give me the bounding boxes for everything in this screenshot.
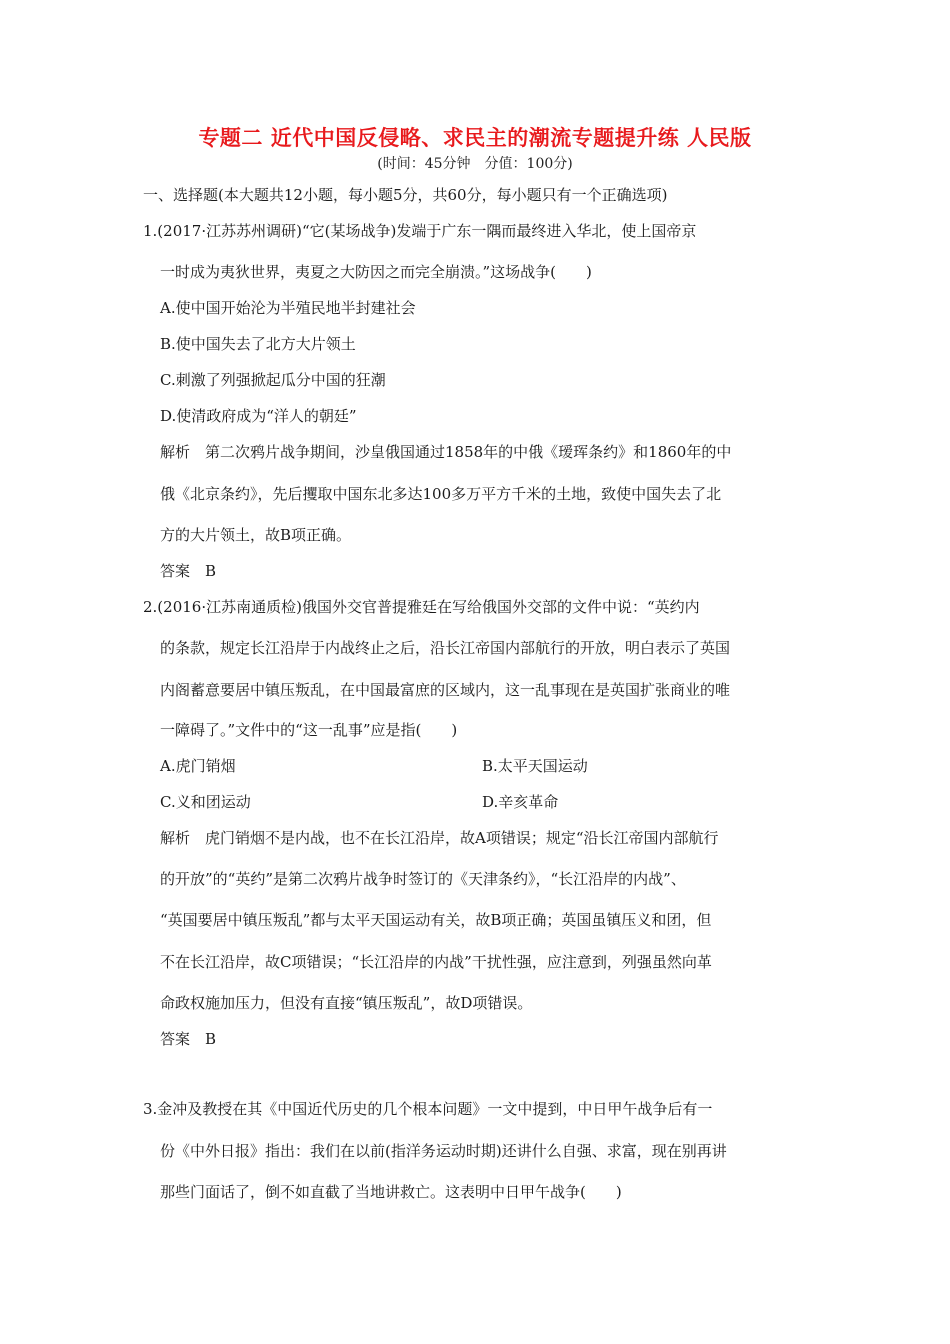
q1-analysis-line3: 方的大片领土，故B项正确。 [160,526,352,544]
q2-analysis-line5: 命政权施加压力，但没有直接“镇压叛乱”，故D项错误。 [160,994,533,1012]
q2-stem-line4: 一障碍了。”文件中的“这一乱事”应是指( ) [160,721,458,739]
q3-stem-line2: 份《中外日报》指出：我们在以前(指洋务运动时期)还讲什么自强、求富，现在别再讲 [160,1142,727,1160]
q1-analysis-line2: 俄《北京条约》，先后攫取中国东北多达100多万平方千米的土地，致使中国失去了北 [160,485,722,503]
q2-analysis-line1: 解析 虎门销烟不是内战，也不在长江沿岸，故A项错误；规定“沿长江帝国内部航行 [160,829,719,847]
q2-stem-line1: 2.(2016·江苏南通质检)俄国外交官普提雅廷在写给俄国外交部的文件中说：“英约内 [143,598,700,616]
section-heading: 一、选择题(本大题共12小题，每小题5分，共60分，每小题只有一个正确选项) [143,186,668,204]
q1-option-c: C.刺激了列强掀起瓜分中国的狂潮 [160,371,386,389]
q2-option-b: B.太平天国运动 [482,757,588,775]
q2-answer: 答案 B [160,1030,217,1048]
q1-stem-line1: 1.(2017·江苏苏州调研)“它(某场战争)发端于广东一隅而最终进入华北，使上国帝京 [143,222,697,240]
q1-option-a: A.使中国开始沦为半殖民地半封建社会 [160,299,416,317]
q1-option-d: D.使清政府成为“洋人的朝廷” [160,407,357,425]
q1-stem-line2: 一时成为夷狄世界，夷夏之大防因之而完全崩溃。”这场战争( ) [160,263,592,281]
q1-option-b: B.使中国失去了北方大片领土 [160,335,356,353]
q2-stem-line2: 的条款，规定长江沿岸于内战终止之后，沿长江帝国内部航行的开放，明白表示了英国 [160,639,731,657]
q2-analysis-line2: 的开放”的“英约”是第二次鸦片战争时签订的《天津条约》，“长江沿岸的内战”、 [160,870,686,888]
document-title: 专题二 近代中国反侵略、求民主的潮流专题提升练 人民版 [198,126,752,150]
q2-stem-line3: 内阁蓄意要居中镇压叛乱，在中国最富庶的区域内，这一乱事现在是英国扩张商业的唯 [160,681,731,699]
q2-analysis-line4: 不在长江沿岸，故C项错误；“长江沿岸的内战”干扰性强，应注意到，列强虽然向革 [160,953,712,971]
q2-analysis-line3: “英国要居中镇压叛乱”都与太平天国运动有关，故B项正确；英国虽镇压义和团，但 [160,911,712,929]
q1-analysis-line1: 解析 第二次鸦片战争期间，沙皇俄国通过1858年的中俄《瑷珲条约》和1860年的中 [160,443,732,461]
q1-answer: 答案 B [160,562,217,580]
q3-stem-line1: 3.金冲及教授在其《中国近代历史的几个根本问题》一文中提到，中日甲午战争后有一 [143,1100,713,1118]
q2-option-d: D.辛亥革命 [482,793,559,811]
document-subtitle: (时间：45分钟 分值：100分) [377,156,573,172]
q3-stem-line3: 那些门面话了，倒不如直截了当地讲救亡。这表明中日甲午战争( ) [160,1183,622,1201]
q2-option-a: A.虎门销烟 [160,757,236,775]
q2-option-c: C.义和团运动 [160,793,251,811]
